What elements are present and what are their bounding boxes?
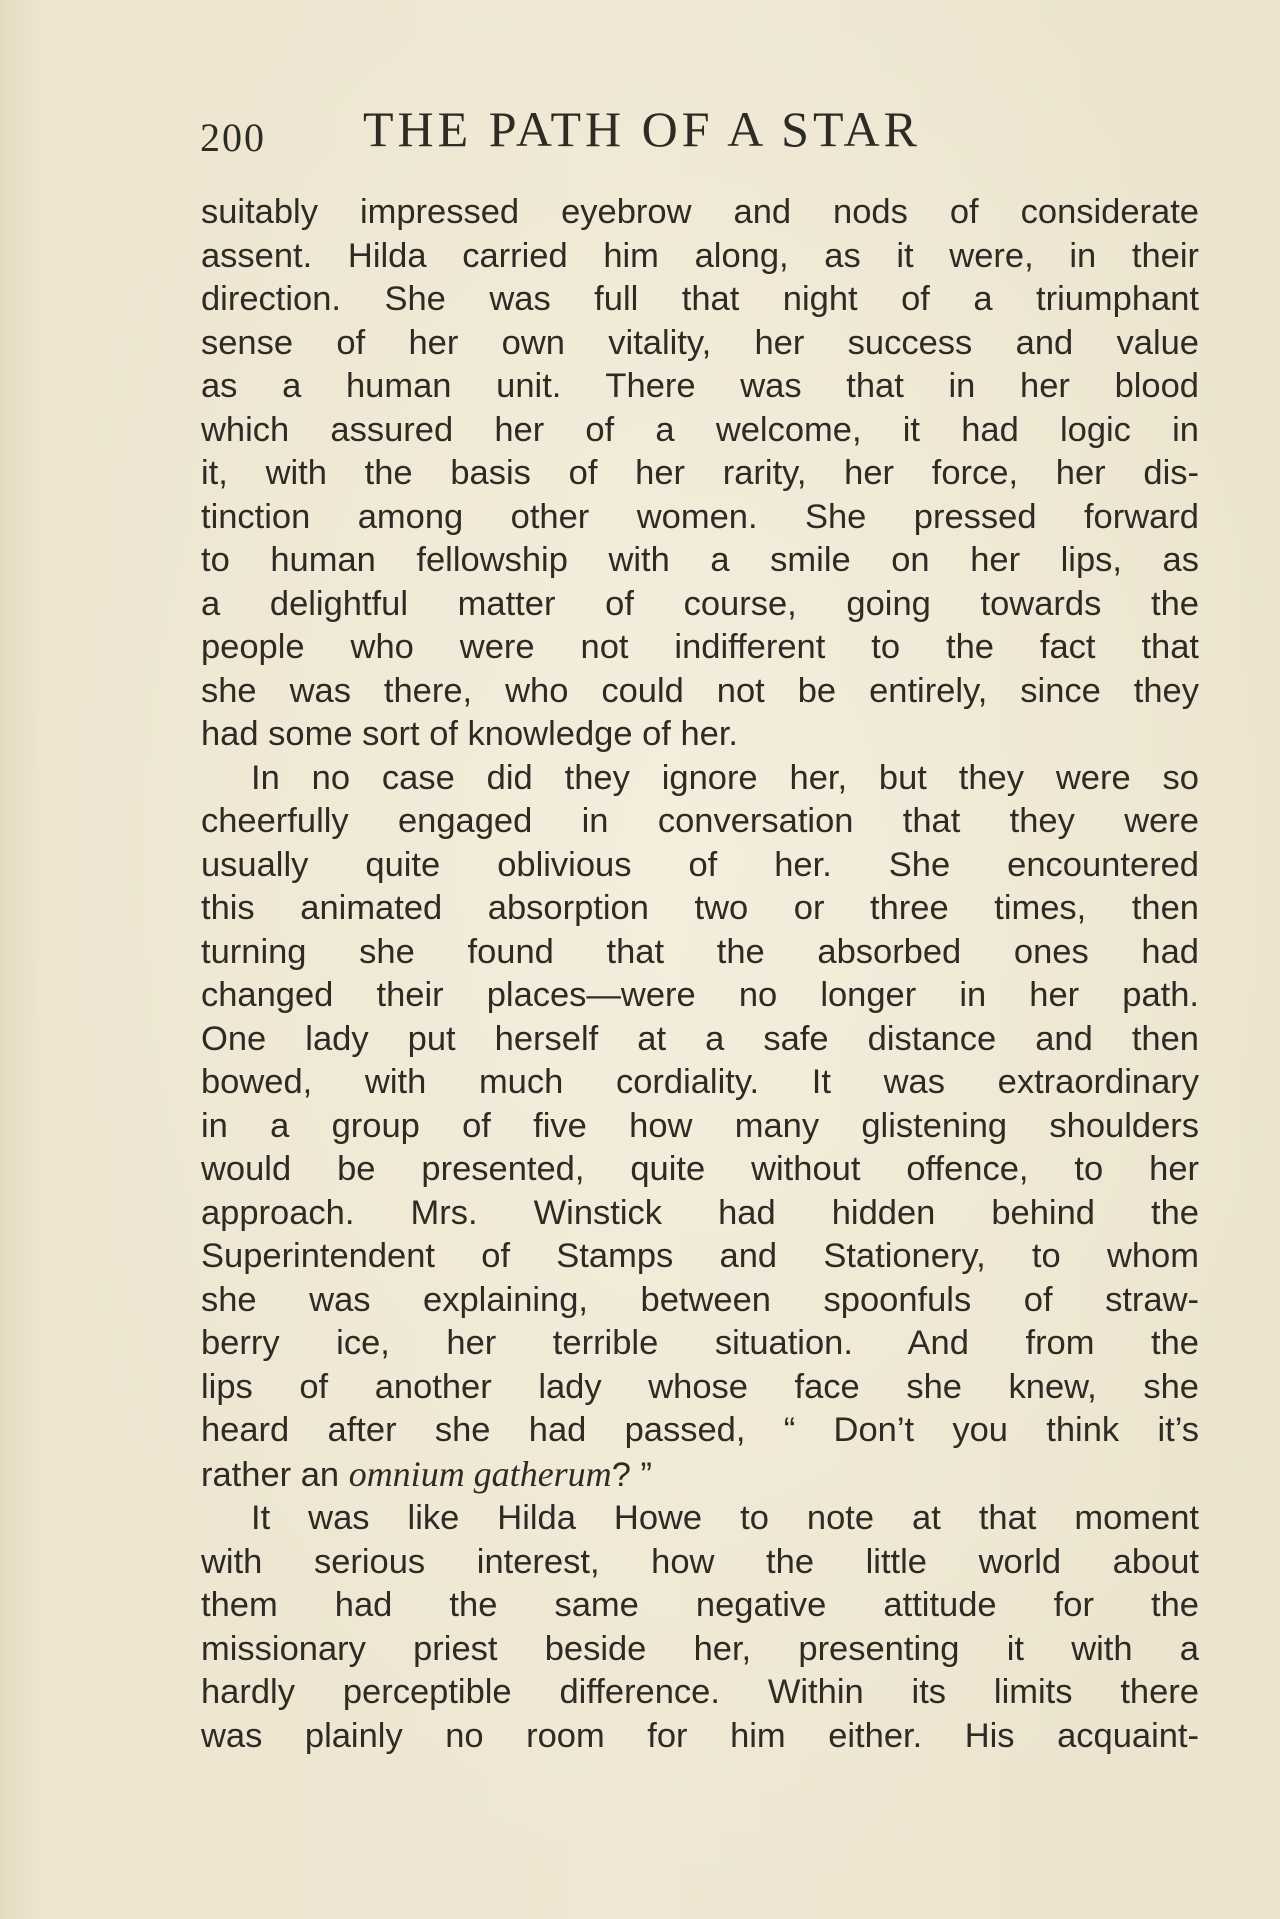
running-head xyxy=(200,100,1200,160)
text-line: which assured her of a welcome, it had logic in xyxy=(201,410,1199,449)
text-line: sense of her own vitality, her success and value xyxy=(201,323,1199,362)
text-line: In no case did they ignore her, but they were so xyxy=(251,758,1199,797)
text-line: heard after she had passed, “ Don’t you think it’s xyxy=(201,1411,1199,1449)
text-line: had some sort of knowledge of her. xyxy=(201,715,738,753)
text-line: berry ice, her terrible situation. And from the xyxy=(201,1324,1199,1362)
text-line: with serious interest, how the little world about xyxy=(201,1542,1199,1581)
text-line: tinction among other women. She pressed forward xyxy=(201,497,1199,536)
text-line: direction. She was full that night of a triumphant xyxy=(201,280,1199,318)
text-line: a delightful matter of course, going towards the xyxy=(201,584,1199,623)
text-line: this animated absorption two or three times, then xyxy=(201,889,1199,927)
italic-phrase: omnium gatherum xyxy=(348,1453,612,1494)
text-line: it, with the basis of her rarity, her force, her dis- xyxy=(201,454,1199,492)
text-line: bowed, with much cordiality. It was extraordinary xyxy=(201,1063,1199,1101)
text-fragment: ? ” xyxy=(611,1455,652,1494)
text-line: It was like Hilda Howe to note at that moment xyxy=(251,1499,1199,1537)
text-line: usually quite oblivious of her. She encountered xyxy=(201,845,1199,884)
text-line: assent. Hilda carried him along, as it were, in their xyxy=(201,236,1199,275)
page-number: 200 xyxy=(200,115,266,160)
text-line: Superintendent of Stamps and Stationery, to whom xyxy=(201,1237,1199,1275)
text-line: One lady put herself at a safe distance and then xyxy=(201,1019,1199,1058)
text-line: as a human unit. There was that in her blood xyxy=(201,367,1199,405)
text-line: would be presented, quite without offence, to her xyxy=(201,1150,1199,1188)
text-line: people who were not indifferent to the fact that xyxy=(201,628,1199,666)
body-text xyxy=(201,191,1199,1758)
text-line: in a group of five how many glistening shoulders xyxy=(201,1106,1199,1145)
text-line: lips of another lady whose face she knew, she xyxy=(201,1367,1199,1406)
text-line xyxy=(201,1453,1199,1498)
text-line: approach. Mrs. Winstick had hidden behind the xyxy=(201,1193,1199,1232)
text-line: changed their places—were no longer in her path. xyxy=(201,976,1199,1014)
text-line: she was there, who could not be entirely, since they xyxy=(201,671,1199,710)
text-line: them had the same negative attitude for the xyxy=(201,1586,1199,1624)
running-title: THE PATH OF A STAR xyxy=(363,101,921,157)
text-line: was plainly no room for him either. His acquaint- xyxy=(201,1716,1199,1755)
text-line: suitably impressed eyebrow and nods of considerate xyxy=(201,193,1199,231)
text-line: missionary priest beside her, presenting it with a xyxy=(201,1629,1199,1668)
text-line: to human fellowship with a smile on her lips, as xyxy=(201,541,1199,579)
text-line: she was explaining, between spoonfuls of straw- xyxy=(201,1280,1199,1319)
text-fragment: rather an xyxy=(201,1455,340,1494)
text-line: hardly perceptible difference. Within its limits there xyxy=(201,1673,1199,1711)
text-line: cheerfully engaged in conversation that they were xyxy=(201,802,1199,840)
text-line: turning she found that the absorbed ones had xyxy=(201,932,1199,971)
